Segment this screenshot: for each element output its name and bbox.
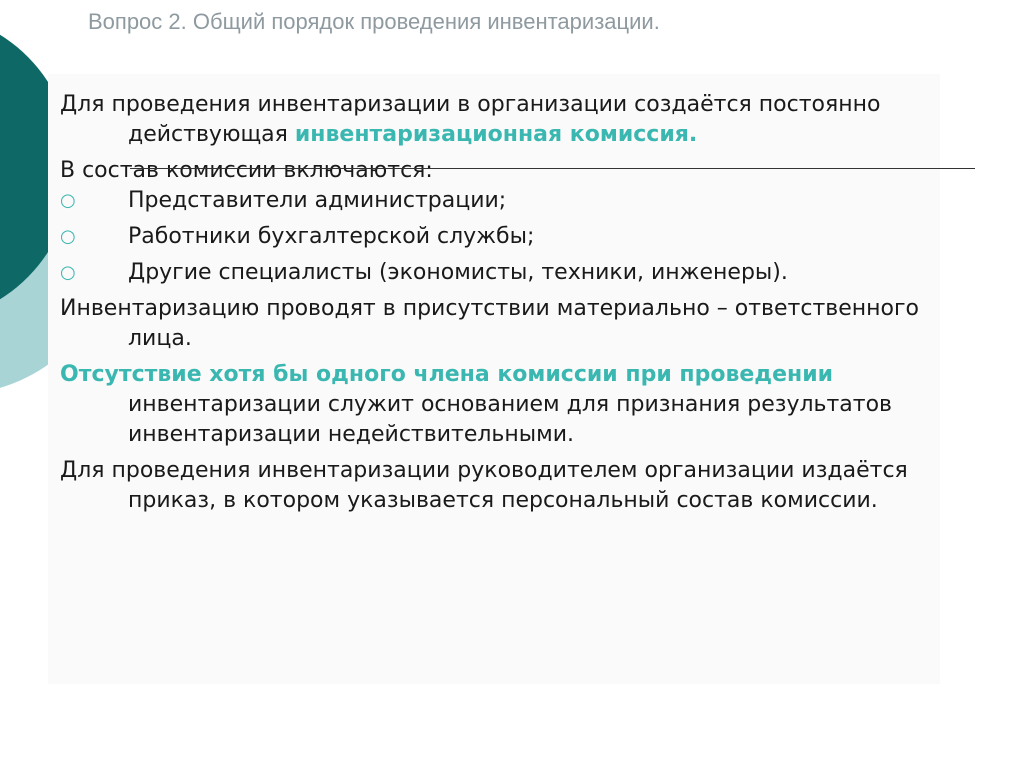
paragraph-presence: Инвентаризацию проводят в присутствии материально – ответственного лица. — [60, 296, 920, 351]
slide-title: Вопрос 2. Общий порядок проведения инвентаризации. — [88, 9, 660, 34]
list-item — [60, 222, 960, 252]
paragraph-composition: В состав комиссии включаются: — [60, 158, 433, 183]
list-item — [60, 258, 960, 288]
slide-body — [60, 90, 960, 516]
bullet-icon: ○ — [60, 262, 76, 283]
highlight-absence: Отсутствие хотя бы одного члена комиссии при проведении — [60, 362, 834, 387]
list-item-text: Представители администрации; — [128, 188, 507, 213]
paragraph-text: Для проведения инвентаризации в организации создаётся постоянно действующая — [60, 92, 881, 147]
paragraph-order: Для проведения инвентаризации руководителем организации издаётся приказ, в котором указывается персональный состав комиссии. — [60, 458, 908, 513]
list-item-text: Работники бухгалтерской службы; — [128, 224, 535, 249]
paragraph-text: инвентаризации служит основанием для признания результатов инвентаризации недействительными. — [128, 392, 893, 447]
bullet-icon: ○ — [60, 190, 76, 211]
list-item — [60, 186, 960, 216]
bullet-icon: ○ — [60, 226, 76, 247]
highlight-commission: инвентаризационная комиссия. — [294, 122, 698, 147]
paragraph-absence — [60, 360, 960, 450]
divider-line — [130, 168, 975, 169]
list-item-text: Другие специалисты (экономисты, техники, инженеры). — [128, 260, 788, 285]
paragraph-commission — [60, 90, 960, 150]
